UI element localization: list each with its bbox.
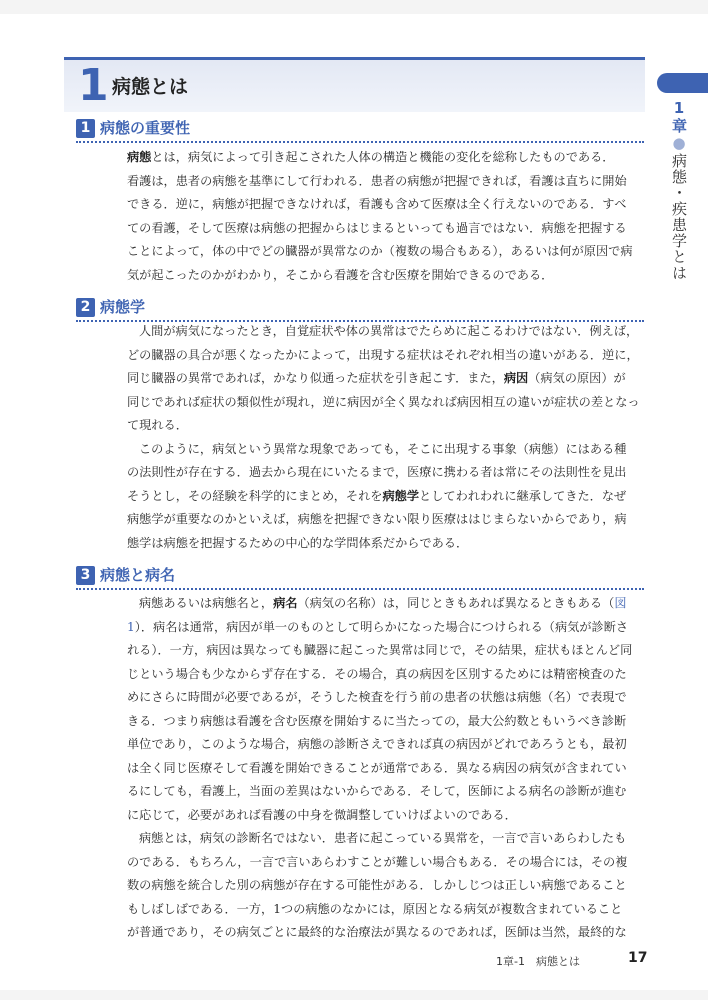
chapter-header <box>64 57 645 112</box>
section-body-3 <box>127 592 645 945</box>
line-text: できる．逆に，病態が把握できなければ，看護も含めて医療は全く行えないのである．すべ <box>127 197 627 211</box>
line-text: 気が起こったのかがわかり，そこから看護を含む医療を開始できるのである． <box>127 267 554 282</box>
line-text: て現れる． <box>127 418 188 432</box>
page-number: 17 <box>628 950 648 966</box>
line-text: （病気の原因）が <box>528 371 626 385</box>
text-line <box>127 438 645 462</box>
keyword: 病態学 <box>382 488 420 503</box>
line-text: のである．もちろん，一言で言いあらわすことが難しい場合もある．その場合には，その複 <box>127 854 628 869</box>
chapter-number: 1 <box>78 60 109 111</box>
side-dot-icon: ● <box>670 134 688 153</box>
text-line <box>127 414 645 438</box>
line-text: が普通であり，その病気ごとに最終的な治療法が異なるのであれば，医師は当然，最終的な <box>127 925 627 939</box>
line-text: めにさらに時間が必要であるが，そうした検査を行う前の患者の状態は病態（名）で表現で <box>127 690 627 704</box>
line-text: 態学は病態を把握するための中心的な学問体系だからである． <box>127 535 469 550</box>
line-text: 病態学が重要なのかといえば，病態を把握できない限り医療ははじまらないからであり，病 <box>127 512 627 526</box>
text-line <box>127 485 645 509</box>
side-chapter-label <box>668 99 690 281</box>
text-line <box>127 264 645 288</box>
section-heading-2 <box>76 297 644 319</box>
text-line <box>127 146 645 170</box>
line-text: 看護は，患者の病態を基準にして行われる．患者の病態が把握できれば，看護は直ちに開始 <box>127 173 627 188</box>
line-text: ことによって，体の中でどの臓器が異常なのか（複数の場合もある），あるいは何が原因で病 <box>127 244 633 258</box>
keyword: 病態 <box>127 150 152 164</box>
line-text: 病態あるいは病態名と， <box>139 596 274 610</box>
text-line <box>127 851 645 875</box>
figure-ref: 図 <box>614 596 627 610</box>
text-line <box>127 532 645 556</box>
text-line <box>127 874 645 898</box>
text-line <box>127 639 645 663</box>
page-bottom-margin <box>0 990 708 1000</box>
text-line <box>127 391 645 415</box>
section-title: 病態の重要性 <box>100 119 191 137</box>
text-line <box>127 170 645 194</box>
text-line <box>127 757 645 781</box>
side-chapter-title: 病態・疾患学とは <box>670 153 688 281</box>
text-line <box>127 780 645 804</box>
side-chapter-number: 1章 <box>670 99 688 134</box>
section-title: 病態と病名 <box>100 566 176 584</box>
line-text: 単位であり，このような場合，病態の診断さえできれば真の病因がどれであろうとも，最初 <box>127 737 627 751</box>
text-line <box>127 686 645 710</box>
text-line <box>127 592 645 616</box>
section-heading-1 <box>76 118 644 140</box>
section-number: 3 <box>76 566 95 585</box>
side-chapter-tab <box>657 73 708 93</box>
text-line <box>127 320 645 344</box>
section-number: 1 <box>76 119 95 138</box>
line-text: このように，病気という異常な現象であっても，そこに出現する事象（病態）にはある種 <box>139 441 627 456</box>
line-text: としてわれわれに継承してきた．なぜ <box>419 488 627 503</box>
text-line <box>127 508 645 532</box>
section-number: 2 <box>76 298 95 317</box>
line-text: るにしても，看護上，当面の差異はないからである．そして，医師による病名の診断が進む <box>127 784 627 798</box>
figure-ref: 1 <box>127 619 135 634</box>
keyword: 病因 <box>503 371 529 385</box>
line-text: どの臓器の具合が悪くなったかによって，出現する症状はそれぞれ相当の違いがある．逆に， <box>127 347 639 362</box>
text-line <box>127 663 645 687</box>
line-text: （病気の名称）は，同じときもあれば異なるときもある（ <box>297 596 615 610</box>
text-line <box>127 733 645 757</box>
line-text: 同じであれば症状の類似性が現れ，逆に病因が全く異なれば病因相互の違いが症状の差となっ <box>127 394 640 409</box>
section-heading-3 <box>76 565 644 587</box>
section-body-2 <box>127 320 645 555</box>
section-body-1 <box>127 146 645 287</box>
line-text: そうとし，その経験を科学的にまとめ，それを <box>127 488 383 503</box>
section-divider <box>76 141 644 143</box>
line-text: ての看護，そして医療は病態の把握からはじまるといっても過言ではない．病態を把握する <box>127 220 627 235</box>
text-line <box>127 804 645 828</box>
line-text: れる）．一方，病因は異なっても臓器に起こった異常は同じで，その結果，症状もほとんど同 <box>127 643 633 657</box>
text-line <box>127 616 645 640</box>
line-text: の法則性が存在する．過去から現在にいたるまで，医療に携わる者は常にその法則性を見出 <box>127 465 627 479</box>
section-title: 病態学 <box>100 298 146 316</box>
chapter-title: 病態とは <box>112 76 189 98</box>
text-line <box>127 344 645 368</box>
line-text: 同じ臓器の異常であれば，かなり似通った症状を引き起こす．また， <box>127 371 504 385</box>
text-line <box>127 193 645 217</box>
text-line <box>127 898 645 922</box>
line-text: は全く同じ医療そして看護を開始できることが通常である．異なる病因の病気が含まれてい <box>127 760 627 775</box>
text-line <box>127 461 645 485</box>
text-line <box>127 367 645 391</box>
line-text: 病態とは，病気の診断名ではない．患者に起こっている異常を，一言で言いあらわしたも <box>139 831 627 845</box>
line-text: とは，病気によって引き起こされた人体の構造と機能の変化を総称したものである． <box>151 150 615 164</box>
line-text: 人間が病気になったとき，自覚症状や体の異常はでたらめに起こるわけではない．例えば， <box>139 324 639 338</box>
text-line <box>127 827 645 851</box>
running-footer: 1章-1 病態とは <box>496 955 580 968</box>
line-text: 数の病態を統合した別の病態が存在する可能性がある．しかしじつは正しい病態であること <box>127 878 627 892</box>
line-text: に応じて，必要があれば看護の中身を微調整していけばよいのである． <box>127 807 517 822</box>
text-line <box>127 710 645 734</box>
section-divider <box>76 588 644 590</box>
line-text: きる．つまり病態は看護を含む医療を開始するに当たっての，最大公約数ともいうべき診断 <box>127 713 627 728</box>
line-text: もしばしばである．一方，1つの病態のなかには，原因となる病気が複数含まれていること <box>127 901 623 916</box>
keyword: 病名 <box>273 596 298 610</box>
line-text: じという場合も少なからず存在する．その場合，真の病因を区別するためには精密検査のた <box>127 666 627 681</box>
text-line <box>127 217 645 241</box>
page-top-margin <box>0 0 708 14</box>
line-text: ）．病名は通常，病因が単一のものとして明らかになった場合につけられる（病気が診断さ <box>134 619 629 634</box>
text-line <box>127 240 645 264</box>
text-line <box>127 921 645 945</box>
